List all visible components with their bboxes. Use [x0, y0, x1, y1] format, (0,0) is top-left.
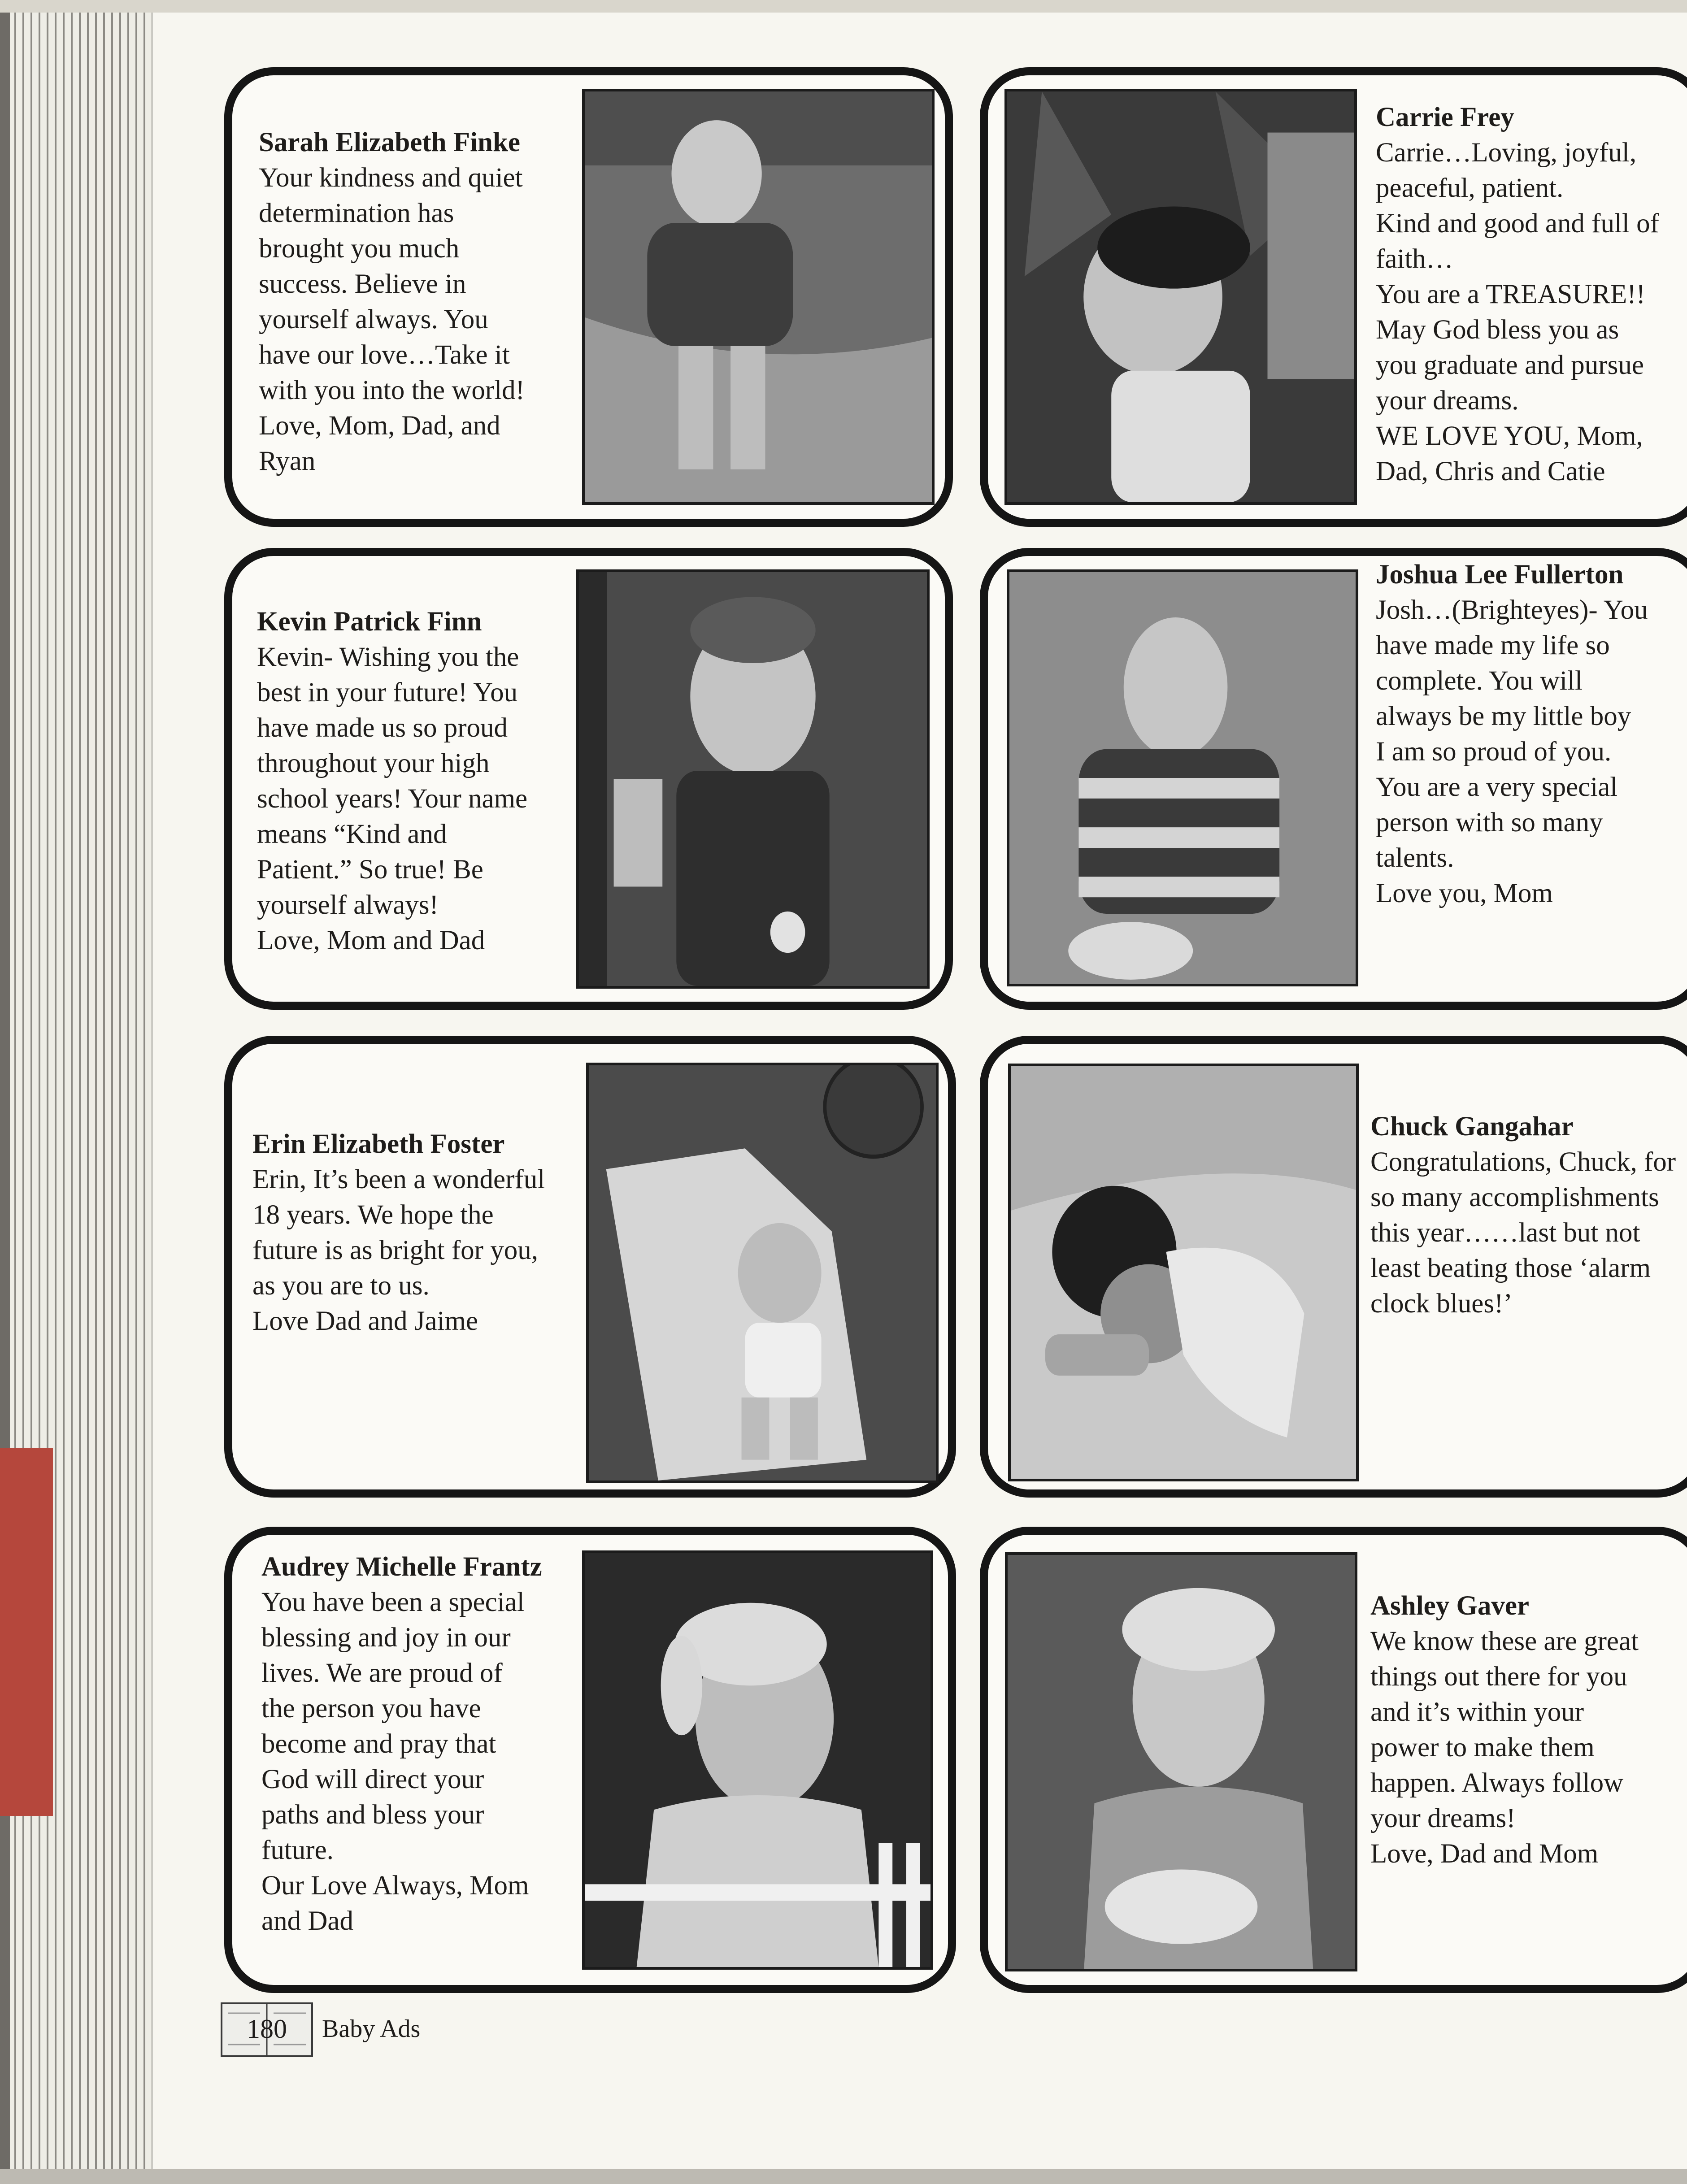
student-name: Audrey Michelle Frantz: [261, 1552, 542, 1582]
page-bottom-edge: [0, 2169, 1687, 2184]
baby-photo-sarah-finke: [582, 89, 935, 505]
student-name: Ashley Gaver: [1370, 1591, 1530, 1621]
open-book-icon: [220, 2000, 314, 2058]
baby-photo-audrey-frantz: [582, 1550, 933, 1970]
baby-photo-erin-foster: [586, 1063, 939, 1483]
page-number: 180: [247, 2014, 287, 2044]
book-spine: [0, 13, 10, 2184]
baby-photo-ashley-gaver: [1005, 1552, 1357, 1971]
parent-message: Your kindness and quiet determination has brought you much success. Believe in yourself always. You have our love…Take it with you into the world! Love, Mom, Dad, and Ryan: [259, 163, 525, 476]
ad-text-carrie-frey: [1376, 100, 1687, 489]
student-name: Carrie Frey: [1376, 102, 1514, 132]
student-name: Erin Elizabeth Foster: [252, 1129, 505, 1159]
parent-message: Josh…(Brighteyes)- You have made my life so complete. You will always be my little boy I am so proud of you. You are a very special person with so many talents. Love you, Mom: [1376, 595, 1648, 908]
parent-message: Erin, It’s been a wonderful 18 years. We hope the future is as bright for you, as you are to us. Love Dad and Jaime: [252, 1164, 545, 1336]
ad-text-erin-foster: [252, 1126, 584, 1339]
student-name: Sarah Elizabeth Finke: [259, 127, 520, 157]
baby-photo-chuck-gangahar: [1008, 1064, 1359, 1481]
section-title: Baby Ads: [322, 2015, 421, 2043]
page-stack-edges: [0, 13, 152, 2184]
page-footer: [220, 2000, 420, 2058]
ad-text-kevin-finn: [257, 604, 571, 958]
parent-message: We know these are great things out there for you and it’s within your power to make them happen. Always follow your dreams! Love, Dad and Mom: [1370, 1626, 1639, 1869]
section-tab: [0, 1448, 53, 1816]
ad-text-joshua-fullerton: [1376, 557, 1687, 911]
ad-text-chuck-gangahar: [1370, 1109, 1684, 1321]
parent-message: You have been a special blessing and joy in our lives. We are proud of the person you have become and pray that God will direct your paths and bless your future. Our Love Always, Mom and Dad: [261, 1587, 529, 1936]
ad-text-sarah-finke: [259, 125, 568, 479]
ad-text-audrey-frantz: [261, 1549, 575, 1939]
ad-text-ashley-gaver: [1370, 1588, 1684, 1871]
baby-photo-kevin-finn: [576, 569, 930, 989]
parent-message: Carrie…Loving, joyful, peaceful, patient. Kind and good and full of faith… You are a TREASURE!! May God bless you as you graduate and pursue your dreams. WE LOVE YOU, Mom, Dad, Chris and Catie: [1376, 138, 1659, 486]
parent-message: Congratulations, Chuck, for so many accomplishments this year……last but not least beating those ‘alarm clock blues!’: [1370, 1147, 1676, 1319]
baby-photo-joshua-fullerton: [1007, 569, 1358, 986]
parent-message: Kevin- Wishing you the best in your future! You have made us so proud throughout your high school years! Your name means “Kind and Patient.” So true! Be yourself always! Love, Mom and Dad: [257, 642, 528, 955]
page-top-edge: [0, 0, 1687, 13]
student-name: Kevin Patrick Finn: [257, 607, 482, 637]
student-name: Chuck Gangahar: [1370, 1112, 1574, 1142]
baby-photo-carrie-frey: [1004, 89, 1357, 505]
student-name: Joshua Lee Fullerton: [1376, 560, 1624, 590]
